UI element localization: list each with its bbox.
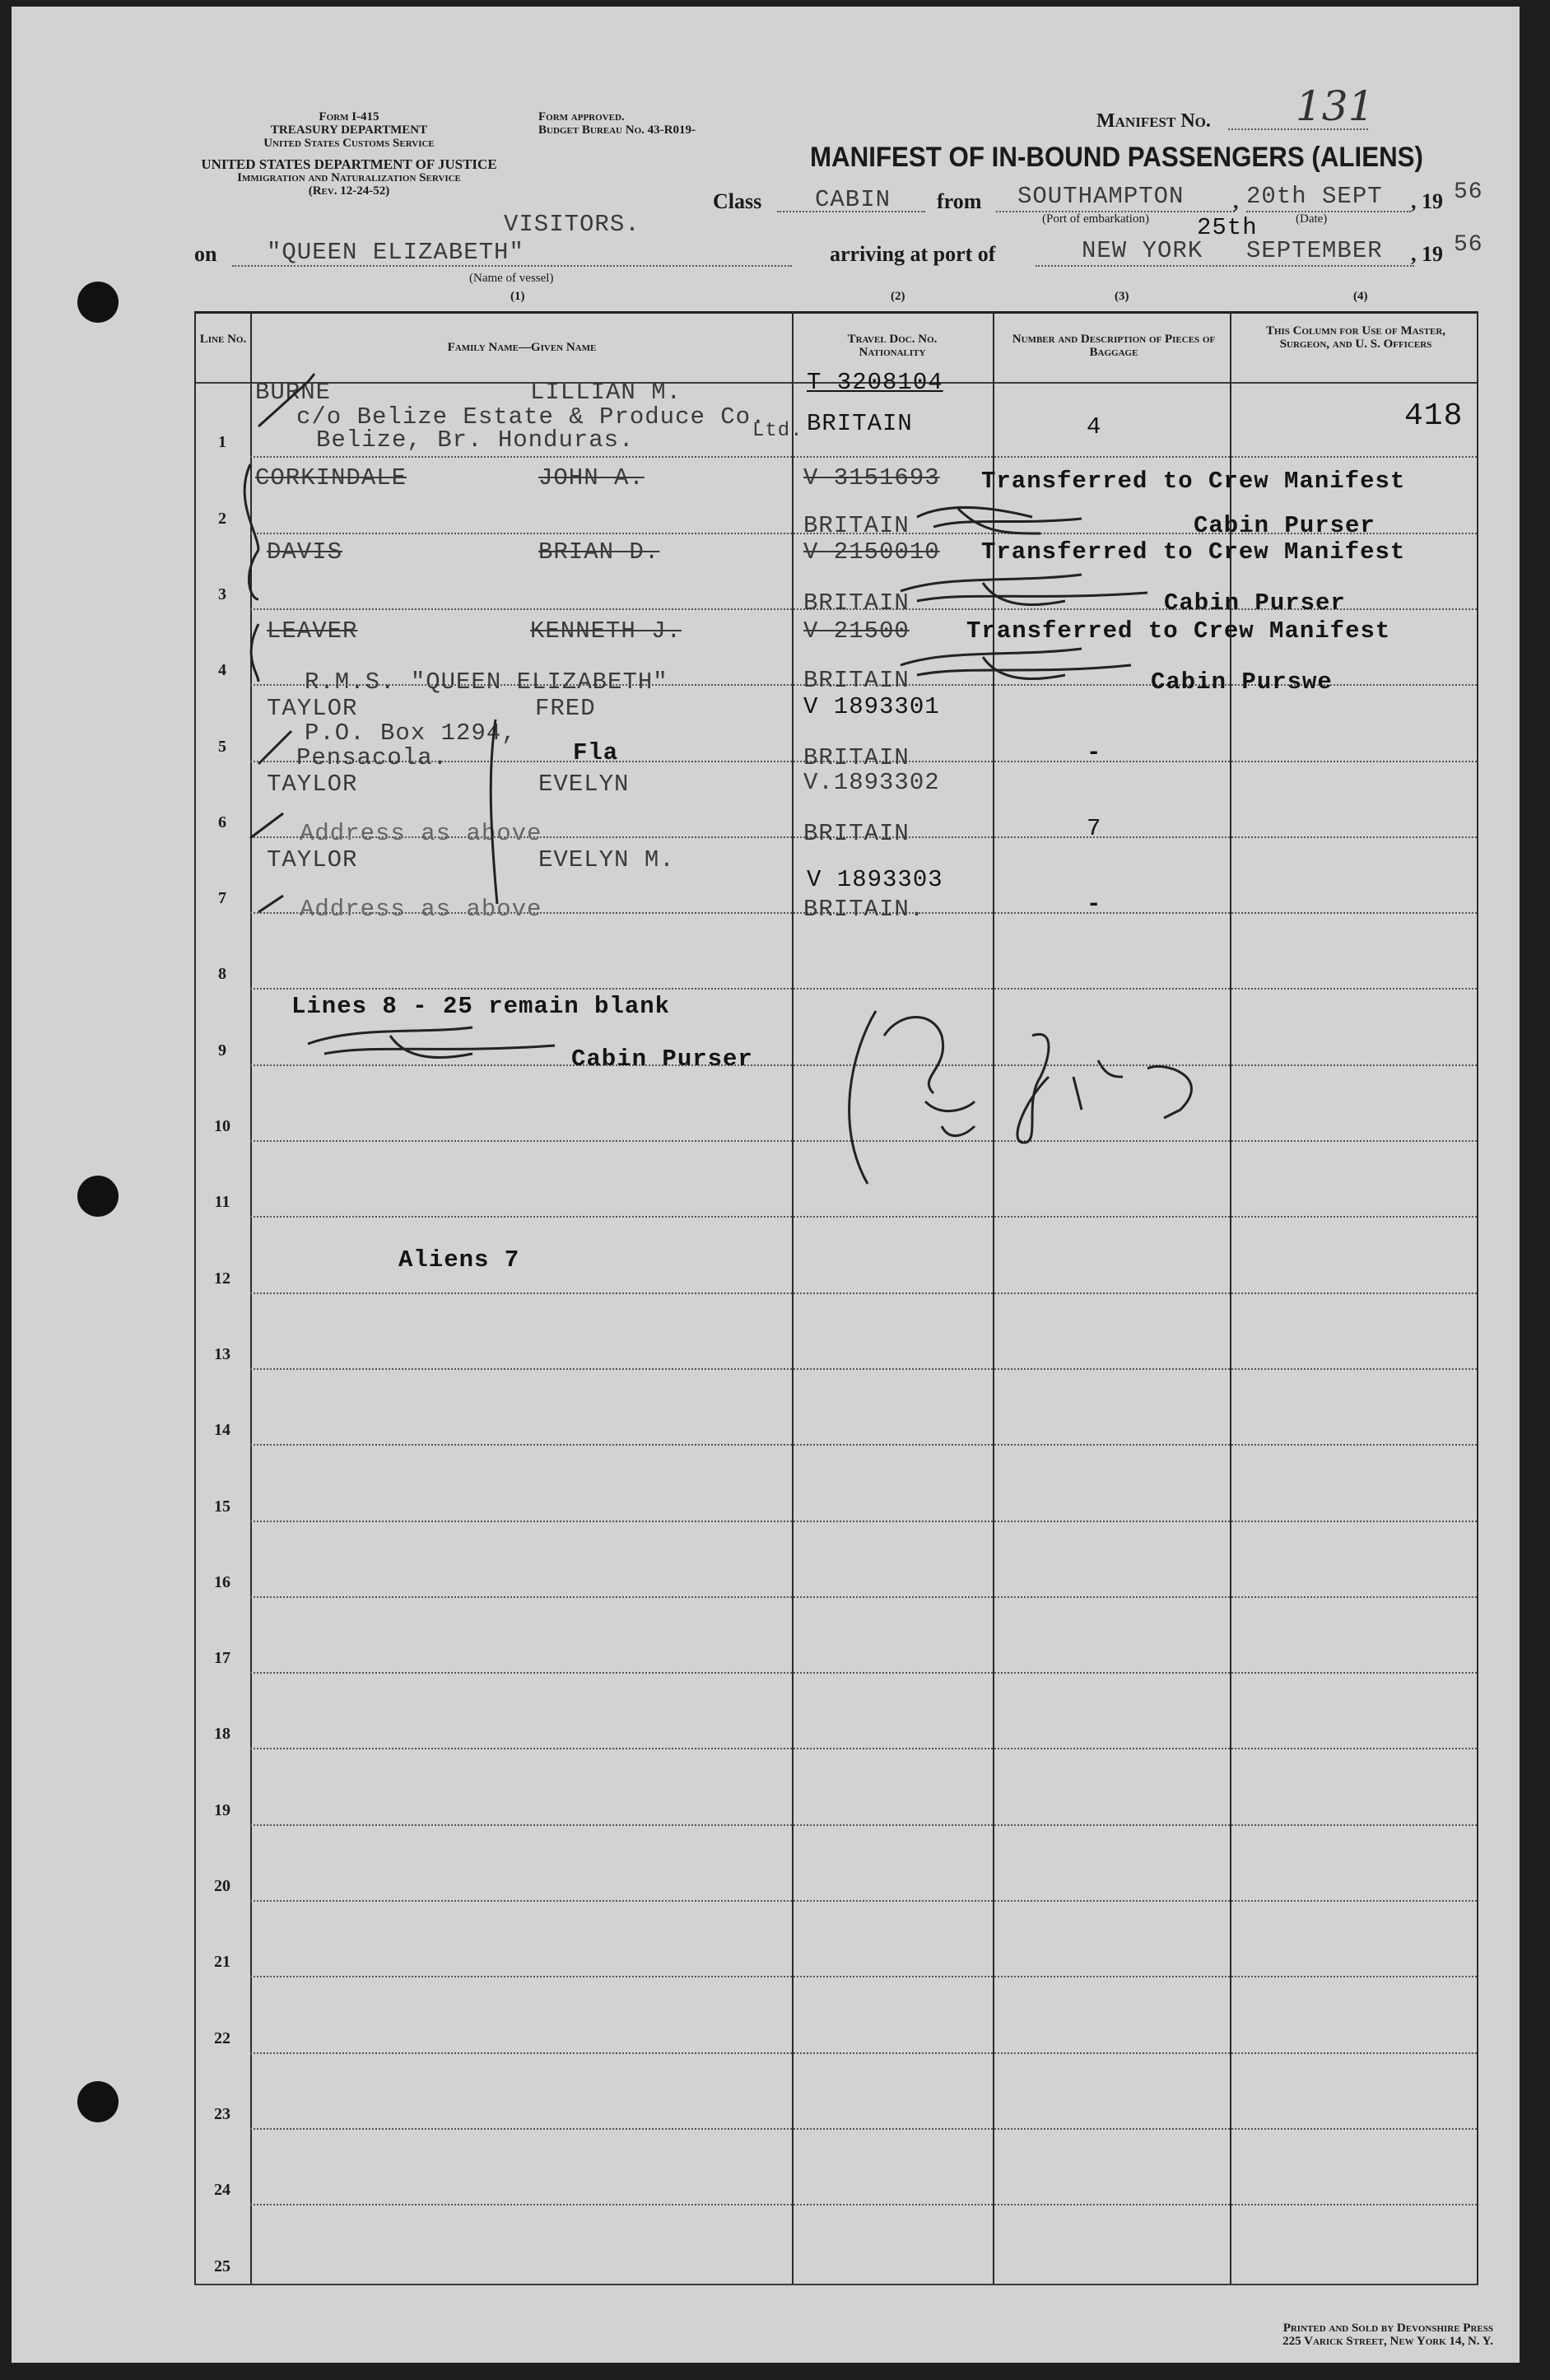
address: Pensacola.: [296, 744, 449, 771]
line-number: 23: [214, 2104, 230, 2123]
given-name: BRIAN D.: [538, 538, 660, 566]
family-name: TAYLOR: [267, 695, 358, 722]
row-separator: [250, 2204, 1477, 2205]
line-number: 12: [214, 1269, 230, 1288]
year-value: 56: [1454, 179, 1483, 205]
row-separator: [250, 1672, 1477, 1674]
travel-doc: V.1893302: [803, 769, 940, 796]
travel-doc: V 21500: [803, 617, 910, 645]
line-number: 14: [214, 1421, 230, 1440]
year-prefix-2: , 19: [1411, 242, 1443, 266]
row-separator: [250, 2052, 1477, 2054]
nationality: BRITAIN: [803, 589, 910, 617]
row-separator: [250, 1596, 1477, 1598]
purser-note: Cabin Purser: [1194, 512, 1375, 539]
manifest-no-label: Manifest No.: [1096, 110, 1211, 132]
transfer-note: Transferred to Crew Manifest: [981, 538, 1406, 566]
header-officers: This Column for Use of Master, Surgeon, and U. S. Officers: [1265, 324, 1446, 351]
nationality: BRITAIN: [803, 820, 910, 847]
address: R.M.S. "QUEEN ELIZABETH": [305, 668, 668, 696]
baggage: -: [1087, 891, 1102, 918]
transfer-note: Transferred to Crew Manifest: [966, 617, 1391, 645]
address: P.O. Box 1294,: [305, 720, 517, 747]
col-num-1: (1): [510, 290, 525, 303]
baggage: -: [1087, 739, 1102, 766]
purser-note: Cabin Purser: [1164, 589, 1346, 617]
from-label: from: [937, 189, 982, 213]
header-name: Family Name—Given Name: [447, 341, 597, 354]
family-name: LEAVER: [267, 617, 358, 645]
family-name: TAYLOR: [267, 771, 358, 798]
travel-doc: T 3208104: [807, 369, 943, 396]
year-prefix: , 19: [1411, 189, 1443, 213]
given-name: EVELYN: [538, 771, 630, 798]
visitors-label: VISITORS.: [504, 211, 640, 238]
line-number: 11: [214, 1193, 230, 1212]
row-separator: [250, 1976, 1477, 1977]
line-number: 8: [218, 965, 226, 984]
transfer-note: Transferred to Crew Manifest: [981, 468, 1406, 495]
nationality: BRITAIN: [807, 410, 913, 437]
aliens-count: Aliens 7: [398, 1246, 520, 1274]
line-number: 15: [214, 1497, 230, 1516]
col-num-2: (2): [891, 290, 905, 303]
officer-code: 418: [1404, 398, 1464, 434]
address: Belize, Br. Honduras.: [316, 426, 635, 454]
row-separator: [250, 1748, 1477, 1749]
family-name: TAYLOR: [267, 846, 358, 873]
address: c/o Belize Estate & Produce Co.: [296, 403, 766, 431]
header-baggage: Number and Description of Pieces of Baggage: [1012, 333, 1216, 359]
col-num-4: (4): [1353, 290, 1368, 303]
form-number: Form I-415: [319, 110, 379, 123]
row-separator: [250, 1292, 1477, 1294]
nationality: BRITAIN.: [803, 896, 925, 923]
line-number: 24: [214, 2181, 230, 2200]
address-ltd: Ltd.: [752, 420, 803, 442]
travel-doc: V 1893303: [807, 866, 943, 893]
given-name: FRED: [535, 695, 596, 722]
blank-lines-note: Lines 8 - 25 remain blank: [291, 993, 671, 1020]
line-number: 3: [218, 585, 226, 603]
arrival-day: 25th: [1197, 214, 1258, 241]
family-name: BURNE: [255, 379, 332, 406]
row-separator: [250, 1521, 1477, 1522]
handwritten-marks: [12, 7, 1520, 1241]
port-embarkation-caption: (Port of embarkation): [1042, 212, 1149, 226]
line-number: 4: [218, 661, 226, 680]
arrival-port: NEW YORK: [1082, 237, 1203, 264]
header-line-no: Line No.: [199, 333, 247, 346]
manifest-number: 131: [1296, 82, 1375, 130]
travel-doc: V 1893301: [803, 693, 940, 720]
travel-doc: V 2150010: [803, 538, 940, 566]
ins-label: Immigration and Naturalization Service: [237, 171, 461, 184]
purser-note: Cabin Purswe: [1151, 668, 1333, 696]
vessel-caption: (Name of vessel): [469, 272, 554, 285]
header-travel-doc: Travel Doc. No. Nationality: [847, 333, 938, 359]
family-name: DAVIS: [267, 538, 343, 566]
line-number: 16: [214, 1572, 230, 1591]
line-number: 10: [214, 1117, 230, 1135]
page-title: MANIFEST OF IN-BOUND PASSENGERS (ALIENS): [810, 142, 1423, 173]
baggage: 4: [1087, 413, 1102, 440]
treasury-label: TREASURY DEPARTMENT: [270, 123, 428, 137]
state: Fla: [573, 739, 619, 766]
rev-label: (Rev. 12-24-52): [308, 184, 390, 198]
budget-bureau: Budget Bureau No. 43-R019-: [538, 123, 696, 137]
punch-hole: [77, 2081, 119, 2122]
arrival-month: SEPTEMBER: [1246, 237, 1383, 264]
line-number: 2: [218, 509, 226, 528]
row-separator: [250, 2128, 1477, 2130]
line-number: 13: [214, 1344, 230, 1363]
given-name: EVELYN M.: [538, 846, 675, 873]
nationality: BRITAIN: [803, 512, 910, 539]
line-number: 20: [214, 1877, 230, 1895]
given-name: KENNETH J.: [530, 617, 682, 645]
manifest-page: Form I-415 TREASURY DEPARTMENT United States Customs Service UNITED STATES DEPARTMENT OF JUSTICE Immigration and Naturalization Service (Rev. 12-24-52) Form approved. Budget Bureau No. 43-R019- Manifest No. 131 MANIFEST OF IN-BOUND PASSENGERS (ALIENS) Class CABIN from SOUTHAMPTON (Port of embarkation) , 20th SEPT (Date) , 19 56 VISITORS. on "QUEEN ELIZABETH" (Name of vessel) arriving at port of NEW YORK 25th SEPTEMBER , 19 56 (1) (2) (3) (4) Line No. Family Name—Given Name Travel Doc. No. Nationality Number and Description of Pieces of Baggage This Column for Use of Master, Surgeon, and U. S. Officers 1 2 3 4 5 6 7 8 9 10 11 12 13 14 15 16 17 18 19 20 21 22 23 24 25 BURNE LILLIAN M. c/o Belize Estate & Produce Co. Ltd. Belize, Br. Honduras. T 3208104 BRITAIN 4 418 CORKINDALE JOHN A. V 3151693 BRITAIN Transferred to Crew Manifest Cabin Purser DAVIS BRIAN D. V 2150010 BRITAIN Transferred to Crew Manifest Cabin Purser LEAVER KENNETH J. V 21500 R.M.S. "QUEEN ELIZABETH" BRITAIN Transferred to Crew Manifest Cabin Purswe TAYLOR FRED P.O. Box 1294, Pensacola. Fla V 1893301 BRITAIN - TAYLOR EVELYN Address as above V.1893302 BRITAIN 7 TAYLOR EVELYN M. Address as above V 1893303 BRITAIN. - Lines 8 - 25 remain blank Cabin Purser Aliens 7 Printed and Sold by Devonshire Press 225 Varick Street, New York 14, N. Y.: [12, 7, 1520, 2363]
line-number: 25: [214, 2257, 230, 2275]
from-port: SOUTHAMPTON: [1017, 183, 1185, 210]
nationality: BRITAIN: [803, 744, 910, 771]
col-num-3: (3): [1115, 290, 1129, 303]
purser-signature-label: Cabin Purser: [571, 1046, 753, 1073]
line-number: 6: [218, 813, 226, 831]
line-number: 5: [218, 737, 226, 756]
customs-label: United States Customs Service: [263, 137, 435, 150]
printer-line-1: Printed and Sold by Devonshire Press: [1282, 2322, 1493, 2335]
given-name: JOHN A.: [538, 464, 645, 491]
line-number: 1: [218, 433, 226, 452]
printer-line-2: 225 Varick Street, New York 14, N. Y.: [1282, 2335, 1493, 2348]
line-number: 19: [214, 1800, 230, 1819]
arriving-label: arriving at port of: [830, 242, 996, 266]
on-label: on: [194, 242, 217, 266]
class-value: CABIN: [815, 186, 891, 213]
row-separator: [250, 1900, 1477, 1902]
line-number: 22: [214, 2028, 230, 2047]
line-number: 7: [218, 889, 226, 908]
form-approved: Form approved.: [538, 110, 625, 123]
arrival-year: 56: [1454, 232, 1483, 258]
embark-date: 20th SEPT: [1246, 183, 1383, 210]
address: Address as above: [300, 820, 542, 847]
address: Address as above: [300, 896, 542, 923]
row-separator: [250, 1824, 1477, 1826]
date-caption: (Date): [1296, 212, 1328, 226]
justice-label: UNITED STATES DEPARTMENT OF JUSTICE: [201, 156, 497, 172]
line-number: 18: [214, 1725, 230, 1744]
travel-doc: V 3151693: [803, 464, 940, 491]
line-number: 9: [218, 1041, 226, 1060]
vessel-name: "QUEEN ELIZABETH": [267, 239, 524, 266]
family-name: CORKINDALE: [255, 464, 407, 491]
baggage: 7: [1087, 815, 1102, 842]
line-number: 21: [214, 1953, 230, 1972]
row-separator: [250, 1368, 1477, 1370]
class-label: Class: [713, 189, 762, 213]
row-separator: [250, 1444, 1477, 1446]
nationality: BRITAIN: [803, 667, 910, 694]
given-name: LILLIAN M.: [530, 379, 682, 406]
line-number: 17: [214, 1649, 230, 1668]
